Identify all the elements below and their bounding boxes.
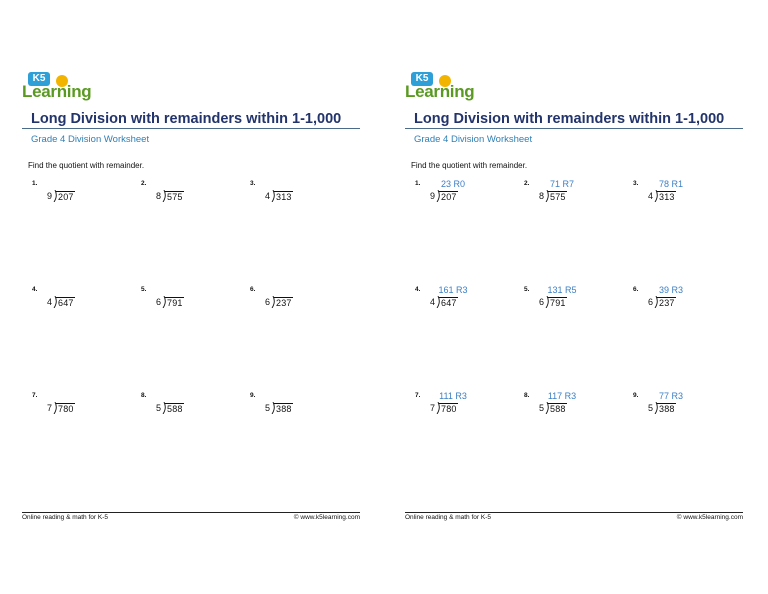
divisor: 5 [538,403,544,413]
problem-number: 8. [141,392,147,399]
divisor: 6 [155,297,161,307]
problem-number: 5. [524,286,530,293]
dividend: 780 [441,404,457,414]
divisor: 7 [429,403,435,413]
problem-number: 6. [633,286,639,293]
division-problem [32,180,132,220]
divisor: 4 [429,297,435,307]
problem-number: 7. [415,392,421,399]
dividend: 647 [58,298,74,308]
quotient-answer: 111 R3 [439,391,467,401]
division-problem [415,286,515,326]
problem-number: 6. [250,286,256,293]
dividend: 647 [441,298,457,308]
quotient-answer: 39 R3 [658,285,684,295]
dividend: 313 [276,192,292,202]
worksheet-subtitle: Grade 4 Division Worksheet [414,134,533,145]
logo-badge: K5 [411,72,433,86]
dividend: 780 [58,404,74,414]
problem-number: 1. [32,180,38,187]
worksheet-subtitle: Grade 4 Division Worksheet [31,134,150,145]
logo-word: Learning [405,82,475,101]
title-divider [405,128,743,129]
division-problem [633,286,733,326]
problem-number: 8. [524,392,530,399]
division-problem [415,180,515,220]
divisor: 9 [429,191,435,201]
quotient-answer: 23 R0 [440,179,466,189]
dividend: 207 [441,192,457,202]
k5-learning-logo [22,72,112,104]
k5-learning-logo [405,72,495,104]
dividend: 388 [276,404,292,414]
quotient-answer: 77 R3 [658,391,684,401]
dividend: 313 [659,192,675,202]
footer-divider [22,512,360,513]
worksheet-title: Long Division with remainders within 1-1,000 [414,111,725,127]
divisor: 6 [538,297,544,307]
footer-tagline: Online reading & math for K-5 [405,514,491,521]
problem-number: 4. [415,286,421,293]
logo-badge: K5 [28,72,50,86]
dividend: 388 [659,404,675,414]
answer-key-page [405,0,750,594]
quotient-answer: 131 R5 [547,285,577,295]
problem-number: 3. [250,180,256,187]
problem-number: 7. [32,392,38,399]
division-problem [141,180,241,220]
problem-number: 5. [141,286,147,293]
division-problem [250,286,350,326]
footer-tagline: Online reading & math for K-5 [22,514,108,521]
divisor: 5 [155,403,161,413]
divisor: 9 [46,191,52,201]
problem-number: 9. [250,392,256,399]
problem-number: 9. [633,392,639,399]
dividend: 237 [659,298,675,308]
division-problem [141,286,241,326]
problem-number: 2. [141,180,147,187]
dividend: 791 [550,298,566,308]
division-problem [250,392,350,432]
divisor: 8 [155,191,161,201]
worksheet-page [22,0,367,594]
instruction-text: Find the quotient with remainder. [411,161,528,170]
division-problem [32,286,132,326]
footer-website: © www.k5learning.com [676,514,743,521]
dividend: 588 [167,404,183,414]
divisor: 4 [647,191,653,201]
logo-word: Learning [22,82,92,101]
dividend: 207 [58,192,74,202]
dividend: 237 [276,298,292,308]
division-problem [524,286,624,326]
dividend: 588 [550,404,566,414]
quotient-answer: 78 R1 [658,179,684,189]
divisor: 8 [538,191,544,201]
dividend: 575 [550,192,566,202]
division-problem [32,392,132,432]
division-problem [633,392,733,432]
division-problem [415,392,515,432]
division-problem [141,392,241,432]
division-problem [524,180,624,220]
footer-divider [405,512,743,513]
title-divider [22,128,360,129]
quotient-answer: 71 R7 [549,179,575,189]
divisor: 5 [647,403,653,413]
problem-number: 1. [415,180,421,187]
division-problem [250,180,350,220]
divisor: 4 [264,191,270,201]
divisor: 7 [46,403,52,413]
dividend: 575 [167,192,183,202]
division-problem [524,392,624,432]
problem-number: 2. [524,180,530,187]
footer-website: © www.k5learning.com [293,514,360,521]
division-problem [633,180,733,220]
dividend: 791 [167,298,183,308]
instruction-text: Find the quotient with remainder. [28,161,145,170]
quotient-answer: 117 R3 [547,391,577,401]
problem-number: 4. [32,286,38,293]
worksheet-title: Long Division with remainders within 1-1,000 [31,111,342,127]
quotient-answer: 161 R3 [438,285,468,295]
divisor: 4 [46,297,52,307]
divisor: 6 [647,297,653,307]
problem-number: 3. [633,180,639,187]
divisor: 6 [264,297,270,307]
divisor: 5 [264,403,270,413]
